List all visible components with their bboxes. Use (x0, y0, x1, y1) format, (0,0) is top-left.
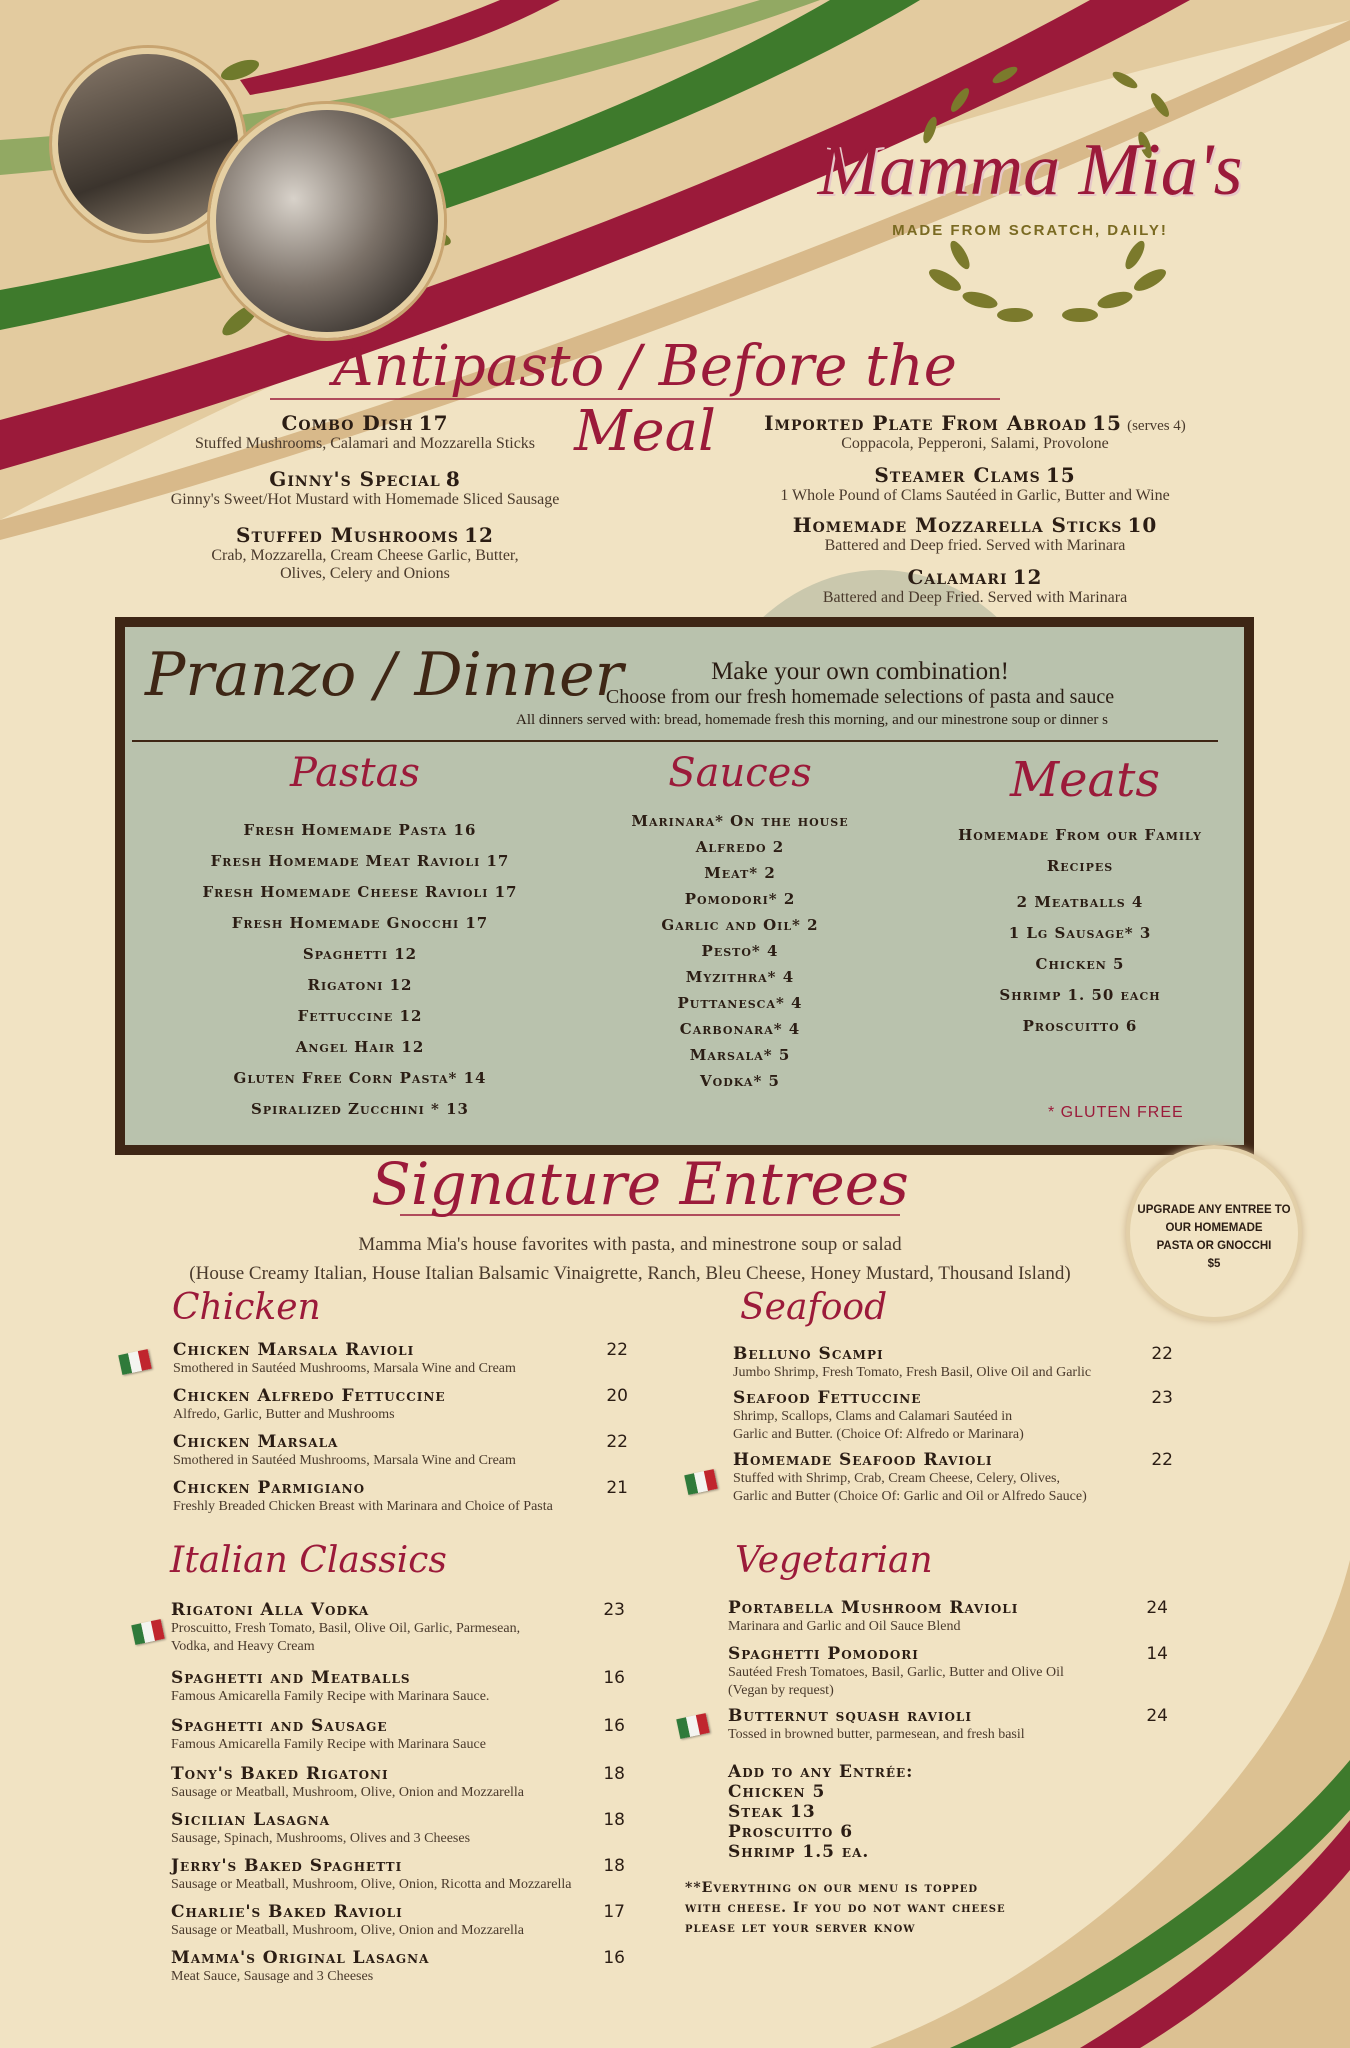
upgrade-badge (1126, 1145, 1302, 1321)
list-item: Carbonara* 4 (679, 1020, 801, 1038)
item-name: Charlie's Baked Ravioli (171, 1902, 403, 1922)
antipasto-left (130, 411, 600, 583)
list-item: Garlic and Oil* 2 (661, 916, 819, 934)
item-desc: Famous Amicarella Family Recipe with Marinara Sauce. (171, 1689, 490, 1704)
gluten-free-note: * GLUTEN FREE (1048, 1104, 1184, 1121)
item-desc: Sautéed Fresh Tomatoes, Basil, Garlic, Butter and Olive Oil (728, 1665, 1064, 1680)
item-name: Chicken Marsala (173, 1432, 339, 1452)
antipasto-right (690, 411, 1260, 607)
item-price: 16 (603, 1668, 625, 1688)
item-desc: Stuffed Mushrooms, Calamari and Mozzarella Sticks (194, 435, 536, 452)
vegetarian-title: Vegetarian (735, 1540, 933, 1581)
entree-row (733, 1344, 1173, 1364)
item-desc: 1 Whole Pound of Clams Sautéed in Garlic, Butter and Wine (780, 487, 1170, 504)
signature-dressings: (House Creamy Italian, House Italian Balsamic Vinaigrette, Ranch, Bleu Cheese, Honey Mustard, Thousand Island) (189, 1263, 1071, 1284)
dinner-subheadline: Choose from our fresh homemade selections of pasta and sauce (605, 686, 1115, 708)
note-line: **Everything on our menu is topped (685, 1880, 978, 1896)
meats-title: Meats (1009, 752, 1161, 808)
brand-tagline: MADE FROM SCRATCH, DAILY! (892, 222, 1168, 239)
item-name: Spaghetti Pomodori (728, 1644, 919, 1664)
item-note: (serves 4) (1127, 418, 1186, 434)
upgrade-price: $5 (1207, 1258, 1221, 1270)
title-underline (400, 1212, 900, 1218)
menu-item (130, 411, 600, 435)
item-desc: Smothered in Sautéed Mushrooms, Marsala Wine and Cream (173, 1361, 516, 1376)
item-desc: Sausage or Meatball, Mushroom, Olive, Onion and Mozzarella (171, 1923, 525, 1938)
item-desc: Sausage or Meatball, Mushroom, Olive, Onion and Mozzarella (171, 1785, 525, 1800)
chicken-title: Chicken (172, 1287, 321, 1328)
founders-photo (210, 104, 444, 338)
item-desc-2: Vodka, and Heavy Cream (171, 1639, 315, 1654)
item-name: Seafood Fettuccine (733, 1388, 922, 1408)
item-desc: Stuffed with Shrimp, Crab, Cream Cheese, Celery, Olives, (733, 1471, 1060, 1486)
item-name: Butternut squash ravioli (728, 1706, 972, 1726)
menu-item (130, 523, 600, 547)
item-desc: Battered and Deep fried. Served with Marinara (824, 537, 1126, 554)
pastas-title: Pastas (290, 750, 420, 796)
classics-list (171, 1600, 625, 1986)
item-price: 14 (1146, 1644, 1168, 1664)
item-name: Homemade Mozzarella Sticks (792, 513, 1123, 537)
item-name: Homemade Seafood Ravioli (733, 1450, 993, 1470)
list-item: Marsala* 5 (689, 1046, 791, 1064)
item-name: Chicken Parmigiano (173, 1478, 366, 1498)
entree-row (171, 1810, 625, 1830)
note-line: with cheese. If you do not want cheese (685, 1900, 1006, 1916)
item-name: Imported Plate From Abroad (764, 411, 1088, 435)
item-desc: Sausage, Spinach, Mushrooms, Olives and 3 Cheeses (171, 1831, 471, 1846)
antipasto-title: Antipasto / Before the Meal (333, 334, 957, 464)
item-price: 16 (603, 1716, 625, 1736)
item-name: Jerry's Baked Spaghetti (171, 1856, 403, 1876)
item-name: Sicilian Lasagna (171, 1810, 331, 1830)
list-item: Chicken 5 (1035, 955, 1125, 973)
list-item: Angel Hair 12 (295, 1038, 425, 1056)
item-desc: Ginny's Sweet/Hot Mustard with Homemade Sliced Sausage (170, 491, 560, 508)
list-item: 1 Lg Sausage* 3 (1008, 924, 1152, 942)
item-price: 23 (1151, 1388, 1173, 1408)
item-desc: Sausage or Meatball, Mushroom, Olive, Onion, Ricotta and Mozzarella (171, 1877, 572, 1892)
item-price: 22 (606, 1340, 628, 1360)
item-name: Tony's Baked Rigatoni (171, 1764, 389, 1784)
list-item: Gluten Free Corn Pasta* 14 (233, 1069, 487, 1087)
brand-logo: Mamma Mia's (817, 129, 1243, 211)
item-desc: Coppacola, Pepperoni, Salami, Provolone (841, 435, 1109, 452)
item-name: Combo Dish (281, 411, 414, 435)
item-desc: Crab, Mozzarella, Cream Cheese Garlic, Butter, (211, 547, 519, 564)
item-price: 12 (464, 523, 494, 547)
item-desc-2: Olives, Celery and Onions (280, 565, 450, 582)
entree-row (733, 1450, 1173, 1470)
item-desc-2: (Vegan by request) (728, 1683, 834, 1698)
item-name: Chicken Marsala Ravioli (173, 1340, 415, 1360)
upgrade-line: OUR HOMEMADE (1165, 1222, 1263, 1234)
item-desc-2: Garlic and Butter (Choice Of: Garlic and Oil or Alfredo Sauce) (733, 1489, 1087, 1504)
seafood-list (733, 1344, 1173, 1506)
item-desc: Marinara and Garlic and Oil Sauce Blend (728, 1619, 961, 1634)
list-item: Pomodori* 2 (684, 890, 796, 908)
item-price: 24 (1146, 1706, 1168, 1726)
cheese-note (685, 1878, 1125, 1938)
list-item: Puttanesca* 4 (677, 994, 803, 1012)
signature-subtitle: Mamma Mia's house favorites with pasta, and minestrone soup or salad (358, 1234, 902, 1255)
entree-row (728, 1706, 1168, 1726)
addons-block (728, 1762, 1028, 1862)
list-item: Vodka* 5 (700, 1072, 780, 1090)
vegetarian-list (728, 1598, 1168, 1744)
entree-row (173, 1386, 628, 1406)
item-desc: Meat Sauce, Sausage and 3 Cheeses (171, 1969, 374, 1984)
item-desc: Battered and Deep Fried. Served with Marinara (822, 589, 1128, 606)
item-price: 17 (418, 411, 449, 435)
item-desc: Tossed in browned butter, parmesean, and fresh basil (728, 1727, 1025, 1742)
item-price: 20 (606, 1386, 628, 1406)
item-price: 15 (1045, 463, 1076, 487)
item-name: Rigatoni Alla Vodka (171, 1600, 370, 1620)
sauces-title: Sauces (668, 750, 812, 796)
dinner-note: All dinners served with: bread, homemade fresh this morning, and our minestrone soup or dinner s (516, 712, 1108, 728)
item-price: 24 (1146, 1598, 1168, 1618)
item-name: Spaghetti and Sausage (171, 1716, 388, 1736)
divider (132, 740, 1218, 742)
menu-item (690, 513, 1260, 537)
list-item: Rigatoni 12 (307, 976, 413, 994)
item-price: 8 (445, 467, 461, 491)
item-desc: Famous Amicarella Family Recipe with Marinara Sauce (171, 1737, 486, 1752)
menu-item (130, 467, 600, 491)
entree-row (171, 1716, 625, 1736)
item-desc: Smothered in Sautéed Mushrooms, Marsala Wine and Cream (173, 1453, 516, 1468)
addons-title: Add to any Entrée: (728, 1762, 914, 1782)
entree-row (171, 1948, 625, 1968)
item-name: Steamer Clams (874, 463, 1041, 487)
item-price: 15 (1092, 411, 1122, 435)
note-line: please let your server know (685, 1920, 916, 1936)
addon-item: Shrimp 1.5 ea. (728, 1842, 870, 1862)
item-name: Belluno Scampi (733, 1344, 884, 1364)
upgrade-line: PASTA OR GNOCCHI (1156, 1240, 1272, 1252)
seafood-title: Seafood (740, 1287, 888, 1328)
meats-list (920, 820, 1240, 1042)
entree-row (173, 1478, 628, 1498)
list-item: Fettuccine 12 (297, 1007, 423, 1025)
list-item: Alfredo 2 (695, 838, 785, 856)
meats-intro-2: Recipes (1046, 857, 1114, 875)
item-desc: Freshly Breaded Chicken Breast with Marinara and Choice of Pasta (173, 1499, 553, 1514)
menu-item (690, 463, 1260, 487)
dinner-title: Pranzo / Dinner (145, 640, 624, 710)
item-price: 21 (606, 1478, 628, 1498)
entree-row (728, 1598, 1168, 1618)
item-desc-2: Garlic and Butter. (Choice Of: Alfredo or Marinara) (733, 1427, 1024, 1442)
item-desc: Shrimp, Scallops, Clams and Calamari Sautéed in (733, 1409, 1013, 1424)
item-price: 17 (603, 1902, 625, 1922)
entree-row (171, 1902, 625, 1922)
list-item: Fresh Homemade Pasta 16 (243, 821, 477, 839)
list-item: Meat* 2 (704, 864, 776, 882)
item-name: Mamma's Original Lasagna (171, 1948, 430, 1968)
sauces-list (590, 808, 890, 1094)
list-item: Fresh Homemade Gnocchi 17 (231, 914, 489, 932)
item-desc: Jumbo Shrimp, Fresh Tomato, Fresh Basil, Olive Oil and Garlic (733, 1365, 1092, 1380)
item-price: 18 (603, 1810, 625, 1830)
meats-intro: Homemade From our Family (958, 826, 1202, 844)
item-price: 18 (603, 1764, 625, 1784)
item-name: Chicken Alfredo Fettuccine (173, 1386, 446, 1406)
entree-row (728, 1644, 1168, 1664)
item-desc: Alfredo, Garlic, Butter and Mushrooms (173, 1407, 395, 1422)
entree-row (733, 1388, 1173, 1408)
list-item: Spiralized Zucchini * 13 (251, 1100, 469, 1118)
list-item: Myzithra* 4 (685, 968, 795, 986)
entree-row (171, 1856, 625, 1876)
list-item: Fresh Homemade Meat Ravioli 17 (210, 852, 510, 870)
item-price: 22 (606, 1432, 628, 1452)
list-item: Fresh Homemade Cheese Ravioli 17 (202, 883, 518, 901)
entree-row (173, 1432, 628, 1452)
item-name: Calamari (907, 565, 1008, 589)
list-item: Pesto* 4 (701, 942, 779, 960)
chicken-list (173, 1340, 628, 1516)
entree-row (171, 1764, 625, 1784)
item-name: Stuffed Mushrooms (236, 523, 460, 547)
upgrade-line: UPGRADE ANY ENTREE TO (1137, 1204, 1291, 1216)
item-price: 23 (603, 1600, 625, 1620)
menu-item (690, 565, 1260, 589)
item-name: Portabella Mushroom Ravioli (728, 1598, 1019, 1618)
menu-item (690, 411, 1260, 435)
item-price: 12 (1012, 565, 1043, 589)
pastas-list (140, 815, 580, 1125)
item-price: 16 (603, 1948, 625, 1968)
addon-item: Chicken 5 (728, 1782, 826, 1802)
entree-row (171, 1668, 625, 1688)
list-item: Proscuitto 6 (1022, 1017, 1138, 1035)
entree-row (171, 1600, 625, 1620)
signature-title: Signature Entrees (371, 1150, 909, 1218)
item-name: Spaghetti and Meatballs (171, 1668, 411, 1688)
item-price: 18 (603, 1856, 625, 1876)
item-price: 22 (1151, 1344, 1173, 1364)
list-item: Shrimp 1. 50 each (999, 986, 1161, 1004)
addon-item: Steak 13 (728, 1802, 816, 1822)
list-item: Marinara* On the house (631, 812, 849, 830)
dinner-headline: Make your own combination! (711, 658, 1009, 685)
list-item: 2 Meatballs 4 (1016, 893, 1144, 911)
title-underline (270, 396, 1000, 402)
item-name: Ginny's Special (269, 467, 441, 491)
item-price: 10 (1127, 513, 1158, 537)
item-price: 22 (1151, 1450, 1173, 1470)
addon-item: Proscuitto 6 (728, 1822, 854, 1842)
classics-title: Italian Classics (170, 1540, 447, 1581)
list-item: Spaghetti 12 (302, 945, 418, 963)
entree-row (173, 1340, 628, 1360)
item-desc: Proscuitto, Fresh Tomato, Basil, Olive Oil, Garlic, Parmesean, (171, 1621, 521, 1636)
